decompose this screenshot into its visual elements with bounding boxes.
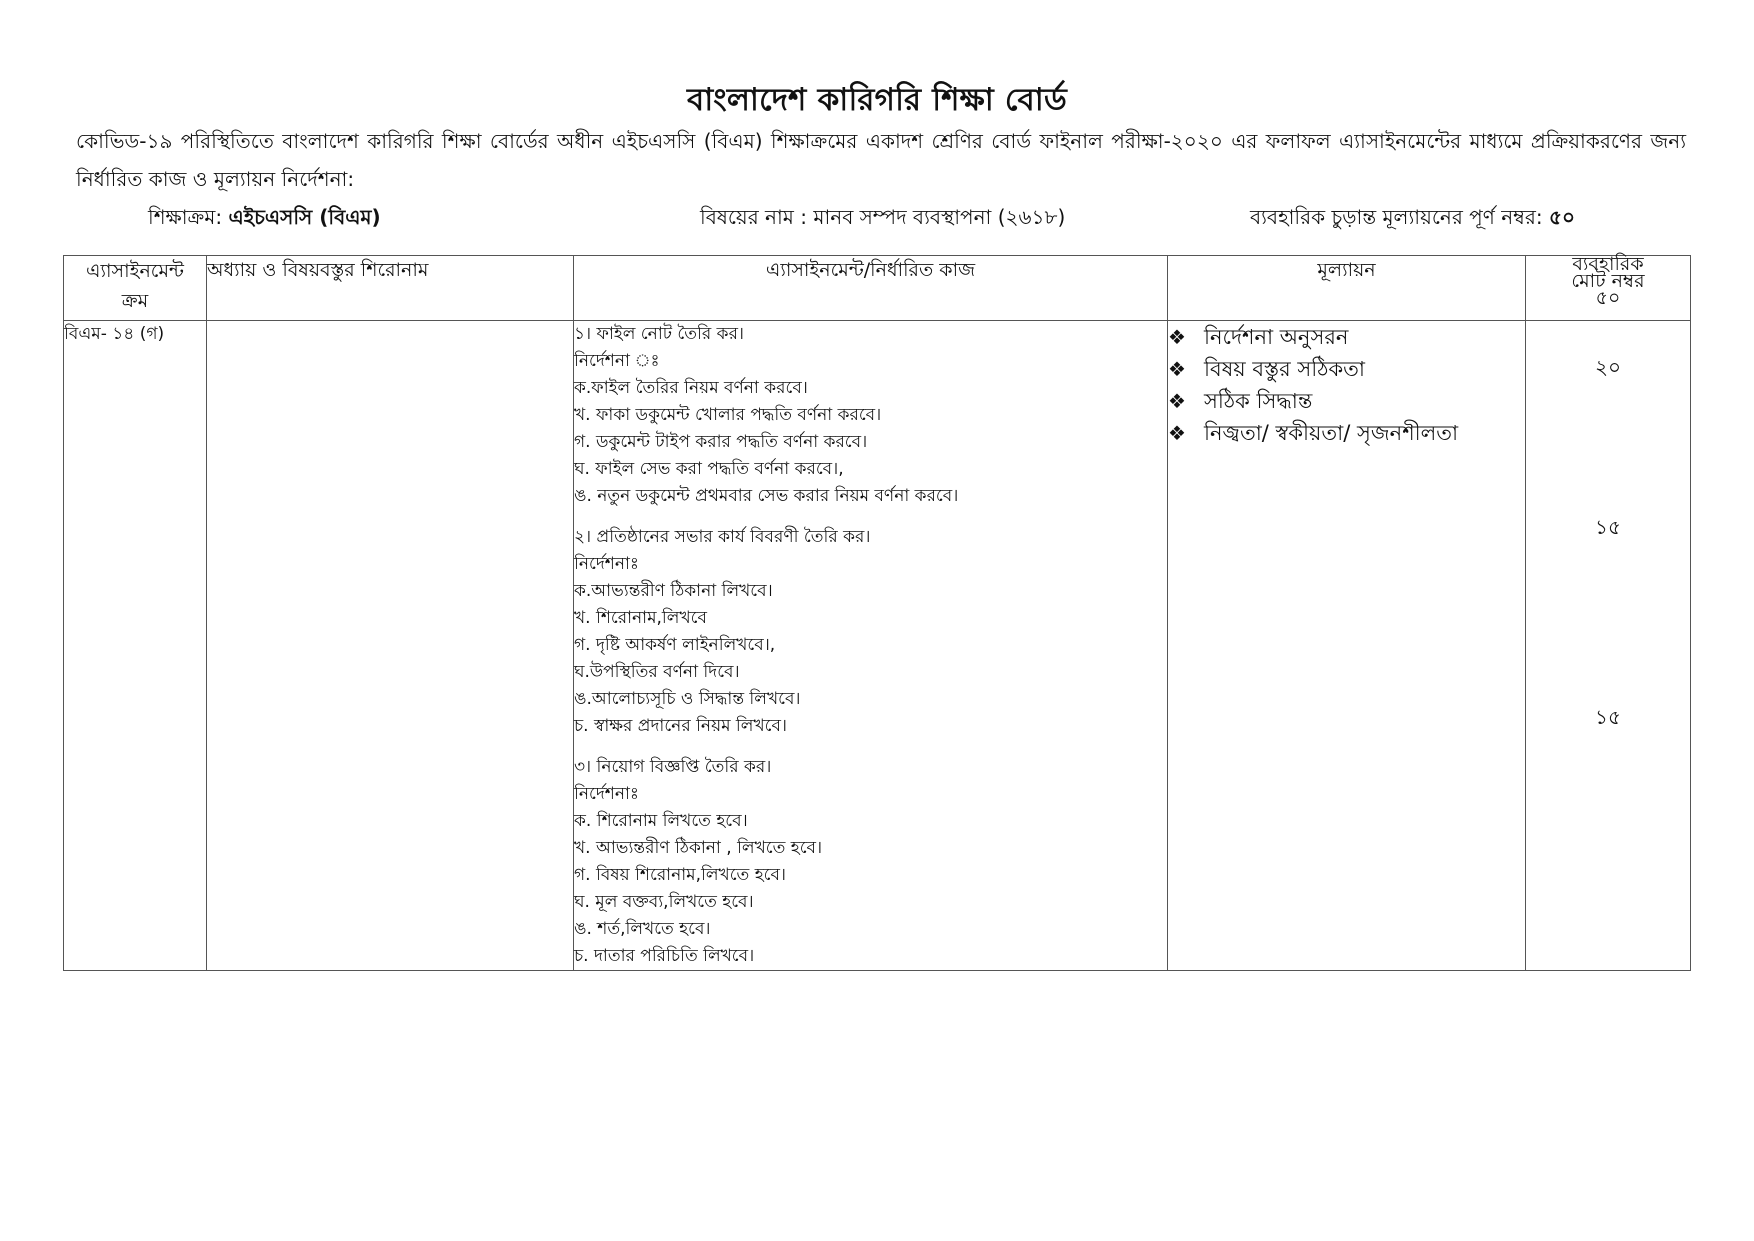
task-item: ক.আভ্যন্তরীণ ঠিকানা লিখবে। xyxy=(574,581,773,601)
evaluation-cell xyxy=(1168,321,1526,971)
task-item: ক. শিরোনাম লিখতে হবে। xyxy=(574,811,748,831)
task-item: খ. আভ্যন্তরীণ ঠিকানা , লিখতে হবে। xyxy=(574,838,823,858)
intro-paragraph: কোভিড-১৯ পরিস্থিতিতে বাংলাদেশ কারিগরি শিক্ষা বোর্ডের অধীন এইচএসসি (বিএম) শিক্ষাক্রমের একাদশ শ্রেণির বোর্ড ফাইনাল পরীক্ষা-২০২০ এর ফলাফল এ্যাসাইনমেন্টের মাধ্যমে প্রক্রিয়াকরণের জন্য নির্ধারিত কাজ ও মূল্যায়ন নির্দেশনা: xyxy=(76,129,1686,191)
header-marks-line2: মোট নম্বর xyxy=(1571,270,1645,292)
task-item: ঙ.আলোচ্যসূচি ও সিদ্ধান্ত লিখবে। xyxy=(574,689,801,709)
task-item: খ. ফাকা ডকুমেন্ট খোলার পদ্ধতি বর্ণনা করবে। xyxy=(574,405,882,425)
marks-cell xyxy=(1526,321,1691,971)
marks-value: ২০ xyxy=(1594,355,1621,379)
task-item: ক.ফাইল তৈরির নিয়ম বর্ণনা করবে। xyxy=(574,378,808,398)
task-item: ঘ. মূল বক্তব্য,লিখতে হবে। xyxy=(574,892,754,912)
diamond-bullet-icon: ❖ xyxy=(1168,389,1186,413)
task-item: খ. শিরোনাম,লিখবে xyxy=(574,608,707,628)
task-title: ২। প্রতিষ্ঠানের সভার কার্য বিবরণী তৈরি কর। xyxy=(574,527,871,547)
task-block-3 xyxy=(574,754,1167,970)
table-row xyxy=(64,321,1691,971)
header-marks-line1: ব্যবহারিক xyxy=(1572,253,1644,275)
task-item: গ. ডকুমেন্ট টাইপ করার পদ্ধতি বর্ণনা করবে। xyxy=(574,432,868,452)
table-header-row xyxy=(64,256,1691,321)
diamond-bullet-icon: ❖ xyxy=(1168,357,1186,381)
header-seq-line2: ক্রম xyxy=(121,290,149,312)
total-marks-field xyxy=(1250,203,1575,236)
evaluation-text: নিজ্বতা/ স্বকীয়তা/ সৃজনশীলতা xyxy=(1204,421,1459,445)
header-evaluation: মূল্যায়ন xyxy=(1168,256,1526,321)
assignment-table xyxy=(63,255,1691,971)
marks-value: ১৫ xyxy=(1595,515,1621,539)
curriculum-value: এইচএসসি (বিএম) xyxy=(228,205,381,229)
task-block-2 xyxy=(574,524,1167,740)
curriculum-label: শিক্ষাক্রম: xyxy=(148,205,229,229)
document-title: বাংলাদেশ কারিগরি শিক্ষা বোর্ড xyxy=(687,82,1067,118)
task-item: চ. দাতার পরিচিতি লিখবে। xyxy=(574,946,755,966)
evaluation-item xyxy=(1168,385,1525,417)
header-chapter: অধ্যায় ও বিষয়বস্তুর শিরোনাম xyxy=(207,256,574,321)
header-task: এ্যাসাইনমেন্ট/নির্ধারিত কাজ xyxy=(574,256,1168,321)
task-item: ঘ. ফাইল সেভ করা পদ্ধতি বর্ণনা করবে।, xyxy=(574,459,844,479)
header-seq-line1: এ্যাসাইনমেন্ট xyxy=(86,260,184,282)
header-marks-line3: ৫০ xyxy=(1595,287,1621,309)
task-title: ১। ফাইল নোট তৈরি কর। xyxy=(574,324,744,344)
task-item: চ. স্বাক্ষর প্রদানের নিয়ম লিখবে। xyxy=(574,716,788,736)
subject-field: বিষয়ের নাম : মানব সম্পদ ব্যবস্থাপনা (২৬১৮) xyxy=(700,205,1066,229)
task-item: গ. দৃষ্টি আকর্ষণ লাইনলিখবে।, xyxy=(574,635,776,655)
chapter-cell xyxy=(207,321,574,971)
assignment-seq-cell: বিএম- ১৪ (গ) xyxy=(64,321,207,971)
marks-value: ১৫ xyxy=(1595,705,1621,729)
curriculum-field xyxy=(148,203,381,236)
header-assignment-seq xyxy=(64,256,207,321)
diamond-bullet-icon: ❖ xyxy=(1168,421,1186,445)
evaluation-item xyxy=(1168,417,1525,449)
task-cell xyxy=(574,321,1168,971)
task-block-1 xyxy=(574,321,1167,510)
evaluation-item xyxy=(1168,321,1525,353)
task-item: ঘ.উপস্থিতির বর্ণনা দিবে। xyxy=(574,662,740,682)
evaluation-text: নির্দেশনা অনুসরন xyxy=(1204,325,1349,349)
evaluation-item xyxy=(1168,353,1525,385)
evaluation-text: সঠিক সিদ্ধান্ত xyxy=(1204,389,1313,413)
task-guide-label: নির্দেশনাঃ xyxy=(574,784,639,804)
evaluation-text: বিষয় বস্তুর সঠিকতা xyxy=(1204,357,1365,381)
task-item: ঙ. শর্ত,লিখতে হবে। xyxy=(574,919,711,939)
task-title: ৩। নিয়োগ বিজ্ঞপ্তি তৈরি কর। xyxy=(574,757,772,777)
task-item: ঙ. নতুন ডকুমেন্ট প্রথমবার সেভ করার নিয়ম বর্ণনা করবে। xyxy=(574,486,959,506)
total-marks-value: ৫০ xyxy=(1549,205,1576,229)
total-marks-label: ব্যবহারিক চুড়ান্ত মূল্যায়নের পূর্ণ নম্বর: xyxy=(1250,205,1550,229)
evaluation-list xyxy=(1168,321,1525,449)
header-marks xyxy=(1526,253,1691,321)
task-item: গ. বিষয় শিরোনাম,লিখতে হবে। xyxy=(574,865,787,885)
diamond-bullet-icon: ❖ xyxy=(1168,325,1186,349)
task-guide-label: নির্দেশনাঃ xyxy=(574,554,639,574)
task-guide-label: নির্দেশনা ঃ xyxy=(574,351,660,371)
